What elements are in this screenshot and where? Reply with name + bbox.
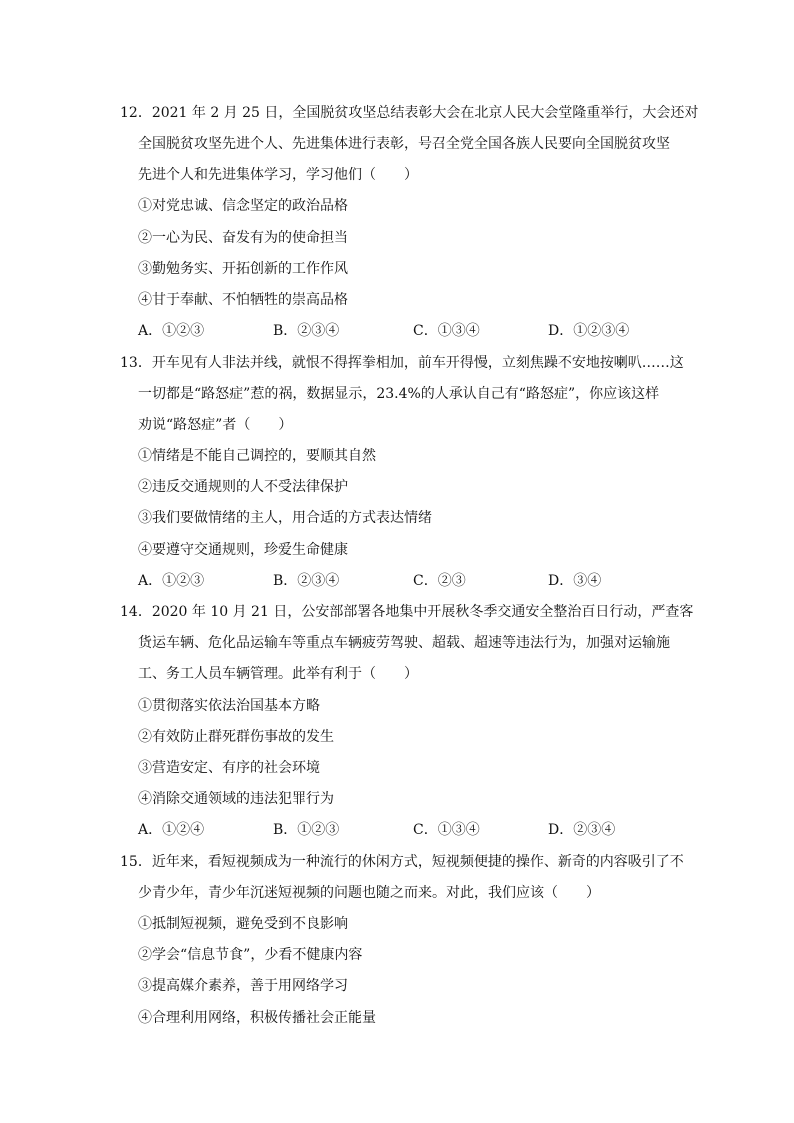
question-14-choice-c[interactable]: C．①③④ <box>413 822 480 838</box>
question-13-choice-d[interactable]: D．③④ <box>548 573 602 589</box>
question-13-option-4: ④要遵守交通规则，珍爱生命健康 <box>138 542 348 558</box>
question-12-choices <box>138 322 658 340</box>
question-13-stem-line-1: 13．开车见有人非法并线，就恨不得挥拳相加，前车开得慢，立刻焦躁不安地按喇叭……这 <box>120 355 684 371</box>
question-12-choice-b[interactable]: B．②③④ <box>273 323 340 339</box>
question-12-choice-a[interactable]: A．①②③ <box>138 323 205 339</box>
question-12-choice-c[interactable]: C．①③④ <box>413 323 480 339</box>
question-15-option-1: ①抵制短视频，避免受到不良影响 <box>138 916 348 932</box>
question-14-stem-line-1: 14．2020 年 10 月 21 日，公安部部署各地集中开展秋冬季交通安全整治百日行动，严查客 <box>120 604 694 620</box>
question-12-option-3: ③勤勉务实、开拓创新的工作作风 <box>138 261 348 277</box>
question-15-option-4: ④合理利用网络，积极传播社会正能量 <box>138 1010 376 1026</box>
question-12-option-2: ②一心为民、奋发有为的使命担当 <box>138 230 348 246</box>
question-15-stem-line-1: 15．近年来，看短视频成为一种流行的休闲方式，短视频便捷的操作、新奇的内容吸引了不 <box>120 854 684 870</box>
question-15-stem-line-2: 少青少年，青少年沉迷短视频的问题也随之而来。对此，我们应该（ ） <box>138 885 600 901</box>
question-13-choice-a[interactable]: A．①②③ <box>138 573 205 589</box>
question-12-option-1: ①对党忠诚、信念坚定的政治品格 <box>138 198 348 214</box>
question-15-option-2: ②学会“信息节食”，少看不健康内容 <box>138 947 363 963</box>
question-14-choice-b[interactable]: B．①②③ <box>273 822 340 838</box>
question-12-choice-d[interactable]: D．①②③④ <box>548 323 630 339</box>
question-13-stem-line-3: 劝说“路怒症”者（ ） <box>138 417 293 433</box>
question-14-option-2: ②有效防止群死群伤事故的发生 <box>138 729 334 745</box>
question-14-option-1: ①贯彻落实依法治国基本方略 <box>138 698 320 714</box>
question-13-option-3: ③我们要做情绪的主人，用合适的方式表达情绪 <box>138 510 432 526</box>
question-13-option-2: ②违反交通规则的人不受法律保护 <box>138 479 348 495</box>
question-14-stem-line-3: 工、务工人员车辆管理。此举有利于（ ） <box>138 666 418 682</box>
question-13-choice-b[interactable]: B．②③④ <box>273 573 340 589</box>
question-12-stem-line-3: 先进个人和先进集体学习，学习他们（ ） <box>138 167 418 183</box>
question-13-choice-c[interactable]: C．②③ <box>413 573 466 589</box>
question-15-option-3: ③提高媒介素养，善于用网络学习 <box>138 978 348 994</box>
question-14-choice-d[interactable]: D．②③④ <box>548 822 616 838</box>
question-13-choices <box>138 572 658 590</box>
question-12-stem-line-2: 全国脱贫攻坚先进个人、先进集体进行表彰，号召全党全国各族人民要向全国脱贫攻坚 <box>138 136 670 152</box>
question-14-stem-line-2: 货运车辆、危化品运输车等重点车辆疲劳驾驶、超载、超速等违法行为，加强对运输施 <box>138 635 670 651</box>
question-14-choice-a[interactable]: A．①②④ <box>138 822 205 838</box>
question-12-option-4: ④甘于奉献、不怕牺牲的崇高品格 <box>138 292 348 308</box>
question-14-choices <box>138 821 658 839</box>
question-13-option-1: ①情绪是不能自己调控的，要顺其自然 <box>138 448 376 464</box>
question-14-option-3: ③营造安定、有序的社会环境 <box>138 760 320 776</box>
question-14-option-4: ④消除交通领域的违法犯罪行为 <box>138 791 334 807</box>
question-12-stem-line-1: 12．2021 年 2 月 25 日，全国脱贫攻坚总结表彰大会在北京人民大会堂隆重举行，大会还对 <box>120 105 699 121</box>
question-13-stem-line-2: 一切都是“路怒症”惹的祸，数据显示，23.4%的人承认自己有“路怒症”，你应该这样 <box>138 386 660 402</box>
